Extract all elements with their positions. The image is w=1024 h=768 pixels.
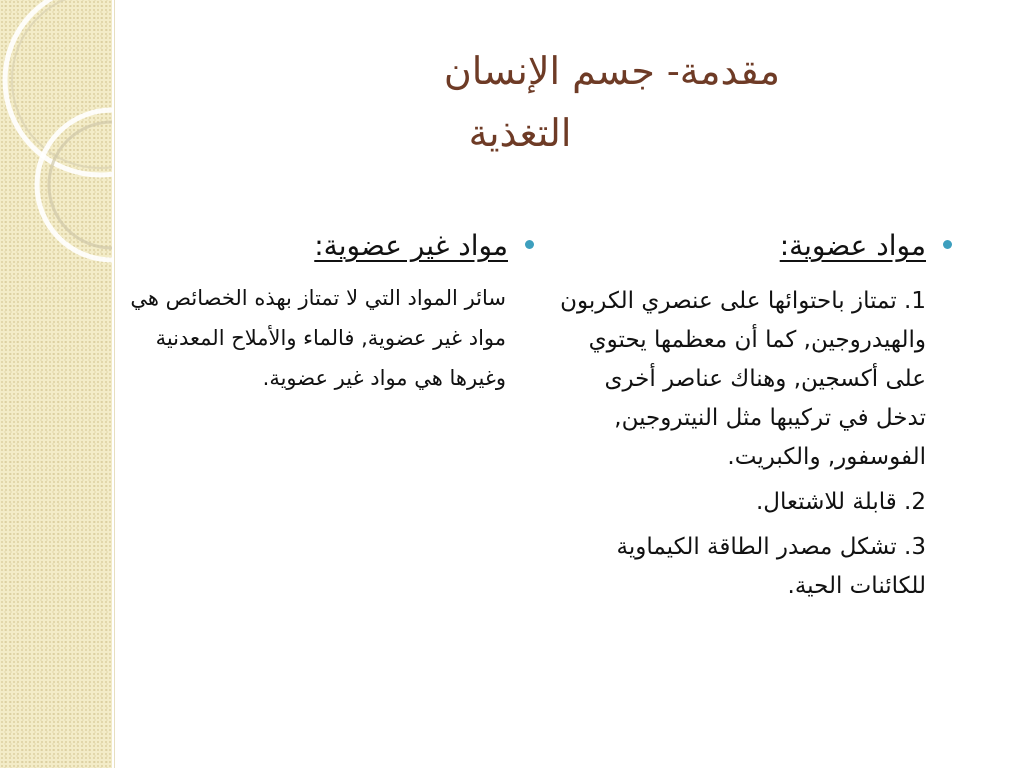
organic-item-1: 1. تمتاز باحتوائها على عنصري الكربون والهيدروجين, كما أن معظمها يحتوي على أكسجين, وهناك عناصر أخرى تدخل في تركيبها مثل النيتروجين, الفوسفور, والكبريت.: [560, 288, 926, 470]
decorative-circles: [0, 0, 112, 768]
organic-item-3: 3. تشكل مصدر الطاقة الكيماوية للكائنات الحية.: [616, 534, 926, 599]
slide-title: [300, 40, 780, 164]
decorative-side-strip: [0, 0, 112, 768]
title-line-2: التغذية: [468, 111, 572, 155]
organic-heading-row: [548, 226, 926, 270]
organic-item-2: 2. قابلة للاشتعال.: [756, 489, 926, 515]
inorganic-column: [114, 226, 508, 398]
title-line-1: مقدمة- جسم الإنسان: [443, 49, 780, 93]
decorative-circle-2-inner: [49, 122, 112, 248]
organic-heading: مواد عضوية:: [779, 229, 926, 262]
inorganic-heading-row: [114, 226, 508, 270]
inorganic-body: سائر المواد التي لا تمتاز بهذه الخصائص هي مواد غير عضوية, فالماء والأملاح المعدنية وغيرها هي مواد غير عضوية.: [130, 286, 506, 390]
inorganic-heading: مواد غير عضوية:: [314, 229, 508, 262]
bullet-icon: [943, 240, 952, 249]
decorative-circle-1: [5, 0, 112, 175]
organic-column: [548, 226, 926, 610]
bullet-icon: [525, 240, 534, 249]
